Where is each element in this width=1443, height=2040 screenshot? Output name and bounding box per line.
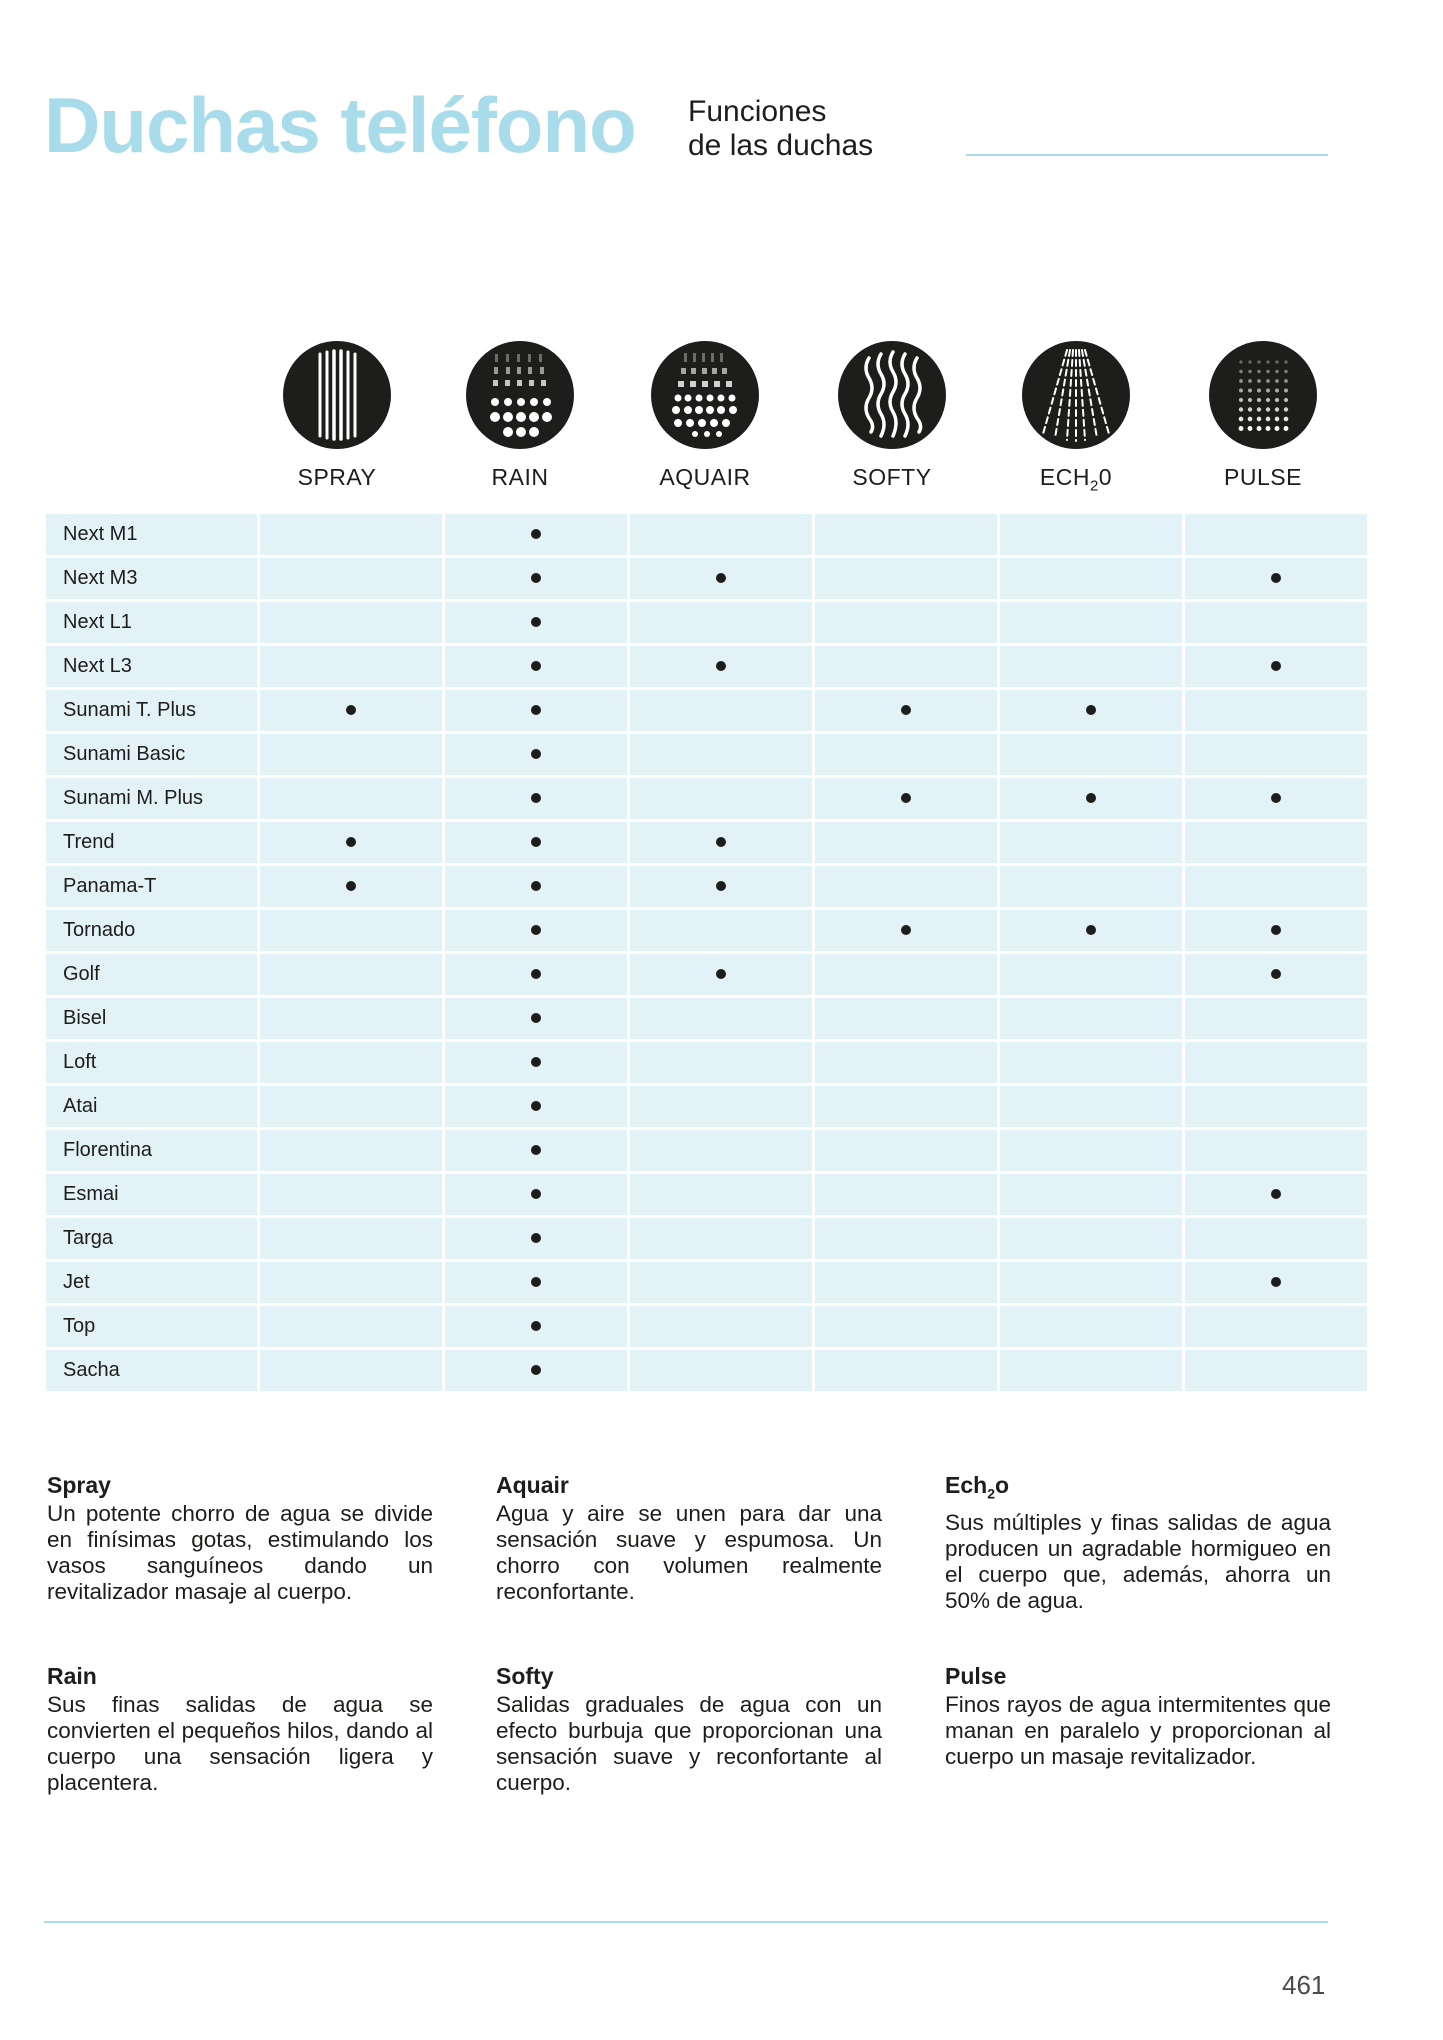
- feature-dot: [901, 705, 911, 715]
- table-cell: [1185, 778, 1367, 819]
- model-name: Sunami T. Plus: [46, 690, 257, 731]
- table-cell: [1185, 866, 1367, 907]
- table-cell: [445, 866, 627, 907]
- table-cell: [815, 514, 997, 555]
- table-cell: [445, 910, 627, 951]
- table-cell: [445, 1130, 627, 1171]
- table-cell: [445, 734, 627, 775]
- description-title: [945, 1472, 1331, 1507]
- table-cell: [630, 778, 812, 819]
- function-label-pulse: PULSE: [1224, 464, 1302, 490]
- echo-label-main: ECH: [1039, 464, 1090, 490]
- table-row: [46, 778, 1367, 819]
- table-cell: [1000, 514, 1182, 555]
- table-cell: [445, 954, 627, 995]
- feature-dot: [716, 661, 726, 671]
- table-cell: [1000, 866, 1182, 907]
- table-cell: [630, 734, 812, 775]
- table-cell: [1000, 1042, 1182, 1083]
- model-name: Trend: [46, 822, 257, 863]
- function-spray: [244, 340, 430, 491]
- functions-table-body: [46, 514, 1367, 1391]
- feature-dot: [531, 1145, 541, 1155]
- model-name: Next L1: [46, 602, 257, 643]
- table-row: [46, 1218, 1367, 1259]
- feature-dot: [531, 573, 541, 583]
- feature-dot: [1271, 925, 1281, 935]
- table-cell: [1185, 558, 1367, 599]
- table-cell: [630, 1130, 812, 1171]
- feature-dot: [716, 837, 726, 847]
- table-cell: [815, 1086, 997, 1127]
- function-label-spray: SPRAY: [297, 464, 377, 490]
- pulse-icon: [1208, 340, 1318, 450]
- subtitle-line-2: de las duchas: [688, 129, 874, 162]
- model-name: Loft: [46, 1042, 257, 1083]
- feature-dot: [1271, 573, 1281, 583]
- table-cell: [445, 1042, 627, 1083]
- feature-dot: [531, 1101, 541, 1111]
- page-number: 461: [1282, 1970, 1326, 2000]
- model-name: Esmai: [46, 1174, 257, 1215]
- table-cell: [260, 514, 442, 555]
- echo-label-tail: 0: [1098, 464, 1113, 490]
- table-cell: [260, 1174, 442, 1215]
- feature-dot: [531, 1013, 541, 1023]
- table-cell: [1185, 1130, 1367, 1171]
- description-pulse: [945, 1663, 1331, 1770]
- feature-dot: [531, 969, 541, 979]
- table-cell: [445, 822, 627, 863]
- feature-dot: [531, 1233, 541, 1243]
- softy-icon: [837, 340, 947, 450]
- description-body: Un potente chorro de agua se divide en finísimas gotas, estimulando los vasos sanguíneos dando un revitalizador masaje al cuerpo.: [47, 1501, 433, 1604]
- feature-dot: [531, 837, 541, 847]
- table-cell: [1185, 954, 1367, 995]
- feature-dot: [1271, 1277, 1281, 1287]
- table-row: [46, 1130, 1367, 1171]
- table-cell: [260, 1218, 442, 1259]
- table-cell: [445, 1262, 627, 1303]
- table-cell: [1000, 822, 1182, 863]
- description-title: Softy: [496, 1663, 554, 1689]
- table-cell: [630, 558, 812, 599]
- description-body: Finos rayos de agua intermitentes que manan en paralelo y proporcionan al cuerpo un masaje revitalizador.: [945, 1692, 1331, 1769]
- table-cell: [1000, 998, 1182, 1039]
- table-cell: [1000, 1262, 1182, 1303]
- feature-dot: [531, 1057, 541, 1067]
- feature-dot: [531, 793, 541, 803]
- description-echo: [945, 1472, 1331, 1614]
- header-divider: [966, 154, 1328, 156]
- function-echo: [983, 340, 1169, 495]
- footer-divider: [44, 1921, 1328, 1923]
- table-row: [46, 1306, 1367, 1347]
- table-cell: [1185, 602, 1367, 643]
- table-cell: [445, 998, 627, 1039]
- table-cell: [260, 954, 442, 995]
- table-cell: [630, 1262, 812, 1303]
- table-cell: [1185, 1350, 1367, 1391]
- table-cell: [1000, 1218, 1182, 1259]
- feature-dot: [531, 617, 541, 627]
- table-cell: [1185, 690, 1367, 731]
- table-cell: [1000, 1174, 1182, 1215]
- table-cell: [630, 1350, 812, 1391]
- table-cell: [630, 1086, 812, 1127]
- table-cell: [815, 558, 997, 599]
- feature-dot: [531, 705, 541, 715]
- feature-dot: [901, 925, 911, 935]
- table-cell: [1185, 822, 1367, 863]
- description-body: Sus múltiples y finas salidas de agua producen un agradable hormigueo en el cuerpo que, además, ahorra un 50% de agua.: [945, 1509, 1331, 1613]
- echo-label-sub: 2: [1089, 477, 1099, 495]
- table-cell: [260, 602, 442, 643]
- table-cell: [630, 1306, 812, 1347]
- feature-dot: [346, 837, 356, 847]
- table-cell: [260, 734, 442, 775]
- table-cell: [815, 602, 997, 643]
- table-cell: [260, 1262, 442, 1303]
- table-cell: [1000, 1130, 1182, 1171]
- model-name: Next L3: [46, 646, 257, 687]
- table-row: [46, 1042, 1367, 1083]
- table-row: [46, 514, 1367, 555]
- table-cell: [1000, 734, 1182, 775]
- table-cell: [630, 514, 812, 555]
- model-name: Sunami Basic: [46, 734, 257, 775]
- description-title: Pulse: [945, 1663, 1007, 1689]
- table-cell: [1185, 1042, 1367, 1083]
- model-name: Florentina: [46, 1130, 257, 1171]
- table-cell: [260, 1130, 442, 1171]
- model-name: Next M3: [46, 558, 257, 599]
- model-name: Sacha: [46, 1350, 257, 1391]
- description-body: Agua y aire se unen para dar una sensación suave y espumosa. Un chorro con volumen realmente reconfortante.: [496, 1501, 882, 1604]
- table-cell: [815, 866, 997, 907]
- table-cell: [1000, 1086, 1182, 1127]
- feature-dot: [531, 925, 541, 935]
- table-cell: [1000, 954, 1182, 995]
- table-cell: [1000, 558, 1182, 599]
- function-label-rain: RAIN: [491, 464, 549, 490]
- table-cell: [1000, 1306, 1182, 1347]
- rain-icon: [465, 340, 575, 450]
- table-cell: [445, 1218, 627, 1259]
- feature-dot: [531, 1321, 541, 1331]
- feature-dot: [1086, 705, 1096, 715]
- echo-icon: [1021, 340, 1131, 450]
- feature-dot: [531, 1189, 541, 1199]
- table-cell: [445, 646, 627, 687]
- table-row: [46, 690, 1367, 731]
- table-cell: [1000, 910, 1182, 951]
- feature-dot: [531, 1365, 541, 1375]
- table-row: [46, 734, 1367, 775]
- table-cell: [260, 866, 442, 907]
- table-cell: [630, 998, 812, 1039]
- feature-dot: [1086, 793, 1096, 803]
- echo-title-tail: o: [994, 1472, 1010, 1498]
- feature-dot: [901, 793, 911, 803]
- table-cell: [630, 602, 812, 643]
- table-row: [46, 602, 1367, 643]
- model-name: Next M1: [46, 514, 257, 555]
- feature-dot: [346, 705, 356, 715]
- table-cell: [445, 602, 627, 643]
- table-cell: [260, 998, 442, 1039]
- subtitle-line-1: Funciones: [688, 95, 827, 128]
- table-cell: [630, 646, 812, 687]
- description-rain: [47, 1663, 433, 1796]
- table-cell: [1185, 1086, 1367, 1127]
- function-rain: [427, 340, 613, 491]
- description-aquair: [496, 1472, 882, 1605]
- description-softy: [496, 1663, 882, 1796]
- table-cell: [1185, 734, 1367, 775]
- table-cell: [815, 1262, 997, 1303]
- function-label-softy: SOFTY: [852, 464, 932, 490]
- table-cell: [260, 822, 442, 863]
- model-name: Top: [46, 1306, 257, 1347]
- table-cell: [630, 1218, 812, 1259]
- feature-dot: [1271, 661, 1281, 671]
- description-title: Rain: [47, 1663, 97, 1689]
- table-cell: [630, 1174, 812, 1215]
- table-row: [46, 1262, 1367, 1303]
- model-name: Panama-T: [46, 866, 257, 907]
- table-cell: [260, 646, 442, 687]
- feature-dot: [531, 749, 541, 759]
- model-name: Bisel: [46, 998, 257, 1039]
- feature-dot: [531, 1277, 541, 1287]
- function-label-aquair: AQUAIR: [659, 464, 751, 490]
- description-spray: [47, 1472, 433, 1605]
- feature-dot: [531, 881, 541, 891]
- table-cell: [260, 558, 442, 599]
- feature-dot: [1271, 793, 1281, 803]
- table-cell: [630, 1042, 812, 1083]
- model-name: Sunami M. Plus: [46, 778, 257, 819]
- table-cell: [260, 910, 442, 951]
- table-cell: [630, 690, 812, 731]
- table-cell: [260, 1306, 442, 1347]
- table-cell: [260, 778, 442, 819]
- table-cell: [1185, 514, 1367, 555]
- table-cell: [445, 1174, 627, 1215]
- table-cell: [1185, 998, 1367, 1039]
- table-cell: [260, 1086, 442, 1127]
- aquair-icon: [650, 340, 760, 450]
- model-name: Targa: [46, 1218, 257, 1259]
- description-body: Salidas graduales de agua con un efecto burbuja que proporcionan una sensación suave y reconfortante al cuerpo.: [496, 1692, 882, 1795]
- table-cell: [630, 910, 812, 951]
- description-body: Sus finas salidas de agua se convierten el pequeños hilos, dando al cuerpo una sensación ligera y placentera.: [47, 1692, 433, 1795]
- table-cell: [445, 690, 627, 731]
- function-aquair: [612, 340, 798, 491]
- description-title: Spray: [47, 1472, 111, 1498]
- feature-dot: [716, 573, 726, 583]
- table-cell: [815, 690, 997, 731]
- function-label-echo: [983, 464, 1169, 495]
- table-cell: [815, 646, 997, 687]
- table-row: [46, 998, 1367, 1039]
- table-cell: [630, 954, 812, 995]
- table-cell: [1000, 602, 1182, 643]
- spray-icon: [282, 340, 392, 450]
- table-cell: [445, 1306, 627, 1347]
- table-row: [46, 646, 1367, 687]
- table-row: [46, 910, 1367, 951]
- table-cell: [815, 734, 997, 775]
- table-cell: [630, 822, 812, 863]
- model-name: Golf: [46, 954, 257, 995]
- function-icons-row: [0, 340, 1443, 500]
- table-cell: [445, 558, 627, 599]
- table-cell: [1000, 690, 1182, 731]
- table-cell: [1185, 1218, 1367, 1259]
- table-cell: [815, 1130, 997, 1171]
- table-cell: [1185, 910, 1367, 951]
- feature-dot: [346, 881, 356, 891]
- feature-dot: [531, 529, 541, 539]
- feature-dot: [1086, 925, 1096, 935]
- feature-dot: [1271, 969, 1281, 979]
- table-cell: [445, 778, 627, 819]
- table-cell: [1185, 1306, 1367, 1347]
- page-subtitle: [688, 95, 873, 163]
- table-cell: [815, 954, 997, 995]
- table-cell: [1185, 646, 1367, 687]
- table-cell: [815, 778, 997, 819]
- table-cell: [445, 1086, 627, 1127]
- table-cell: [1000, 646, 1182, 687]
- table-row: [46, 1174, 1367, 1215]
- table-row: [46, 1350, 1367, 1391]
- page-title: Duchas teléfono: [44, 81, 636, 169]
- echo-title-sub: 2: [987, 1485, 995, 1502]
- description-title: Aquair: [496, 1472, 569, 1498]
- table-cell: [815, 1042, 997, 1083]
- table-cell: [815, 1218, 997, 1259]
- table-row: [46, 954, 1367, 995]
- model-name: Jet: [46, 1262, 257, 1303]
- table-cell: [815, 998, 997, 1039]
- functions-table: [43, 511, 1370, 1394]
- feature-dot: [531, 661, 541, 671]
- function-pulse: [1170, 340, 1356, 491]
- table-cell: [445, 514, 627, 555]
- table-cell: [815, 1350, 997, 1391]
- echo-title-main: Ech: [945, 1472, 988, 1498]
- table-cell: [815, 1306, 997, 1347]
- table-cell: [260, 690, 442, 731]
- table-cell: [1185, 1174, 1367, 1215]
- table-row: [46, 822, 1367, 863]
- table-cell: [260, 1350, 442, 1391]
- table-cell: [815, 822, 997, 863]
- table-cell: [445, 1350, 627, 1391]
- table-cell: [260, 1042, 442, 1083]
- feature-dot: [1271, 1189, 1281, 1199]
- table-cell: [1000, 778, 1182, 819]
- table-cell: [630, 866, 812, 907]
- table-cell: [815, 1174, 997, 1215]
- table-row: [46, 558, 1367, 599]
- table-cell: [1000, 1350, 1182, 1391]
- model-name: Tornado: [46, 910, 257, 951]
- table-row: [46, 866, 1367, 907]
- table-cell: [1185, 1262, 1367, 1303]
- function-softy: [799, 340, 985, 491]
- table-cell: [815, 910, 997, 951]
- feature-dot: [716, 969, 726, 979]
- feature-dot: [716, 881, 726, 891]
- model-name: Atai: [46, 1086, 257, 1127]
- table-row: [46, 1086, 1367, 1127]
